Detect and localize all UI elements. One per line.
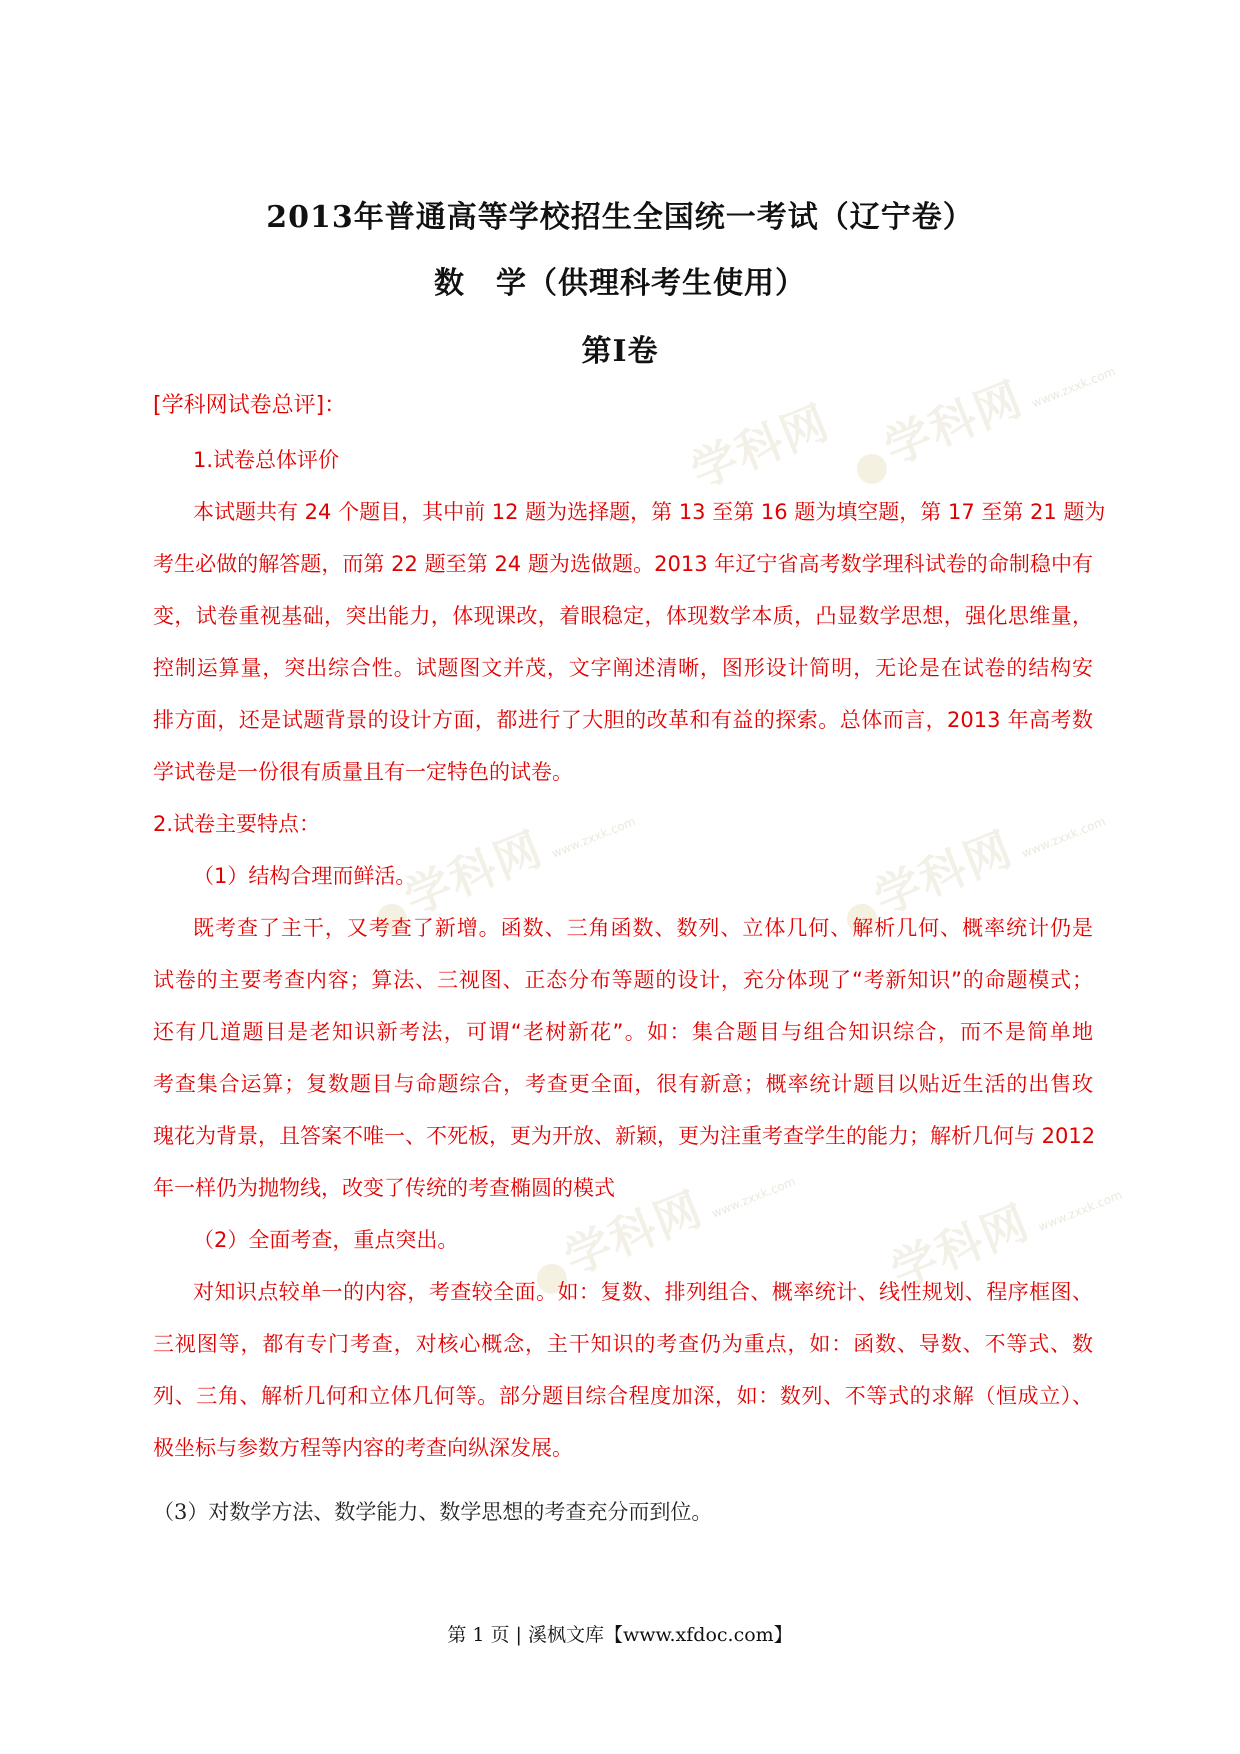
watermark: 学科网www.zxxk.com xyxy=(520,1136,802,1301)
paragraph-line: 对知识点较单一的内容，考查较全面。如：复数、排列组合、概率统计、线性规划、程序框图、 xyxy=(193,1280,1093,1304)
exam-subtitle: 数 学（供理科考生使用） xyxy=(434,266,806,301)
volume-title: 第Ⅰ卷 xyxy=(581,334,659,369)
paragraph-line: 考查集合运算；复数题目与命题综合，考查更全面，很有新意；概率统计题目以贴近生活的出售玫 xyxy=(153,1072,1093,1096)
point-heading-2: （2）全面考查，重点突出。 xyxy=(193,1228,459,1252)
watermark: 学科网 xyxy=(683,394,838,499)
paragraph-line: 瑰花为背景，且答案不唯一、不死板，更为开放、新颖，更为注重考查学生的能力；解析几何与 2012 xyxy=(153,1124,1096,1148)
watermark: 学科网www.zxxk.com xyxy=(360,776,642,941)
watermark: 学科网www.zxxk.com xyxy=(840,326,1122,491)
paragraph-line: 考生必做的解答题，而第 22 题至第 24 题为选做题。2013 年辽宁省高考数学理科试卷的命制稳中有 xyxy=(153,552,1093,576)
paragraph-line: 还有几道题目是老知识新考法，可谓“老树新花”。如：集合题目与组合知识综合，而不是简单地 xyxy=(153,1020,1093,1044)
paragraph-line: 三视图等，都有专门考查，对核心概念，主干知识的考查仍为重点，如：函数、导数、不等式、数 xyxy=(153,1332,1093,1356)
watermark: 学科网www.zxxk.com xyxy=(830,776,1112,941)
paragraph-line: 试卷的主要考查内容；算法、三视图、正态分布等题的设计，充分体现了“考新知识”的命题模式； xyxy=(153,968,1093,992)
section-heading-2: 2.试卷主要特点： xyxy=(153,812,321,836)
section-heading-1: 1.试卷总体评价 xyxy=(193,448,340,472)
exam-title: 2013年普通高等学校招生全国统一考试（辽宁卷） xyxy=(266,200,974,235)
paragraph-line: 既考查了主干，又考查了新增。函数、三角函数、数列、立体几何、解析几何、概率统计仍是 xyxy=(193,916,1093,940)
review-heading: [学科网试卷总评]： xyxy=(153,393,347,418)
paragraph-line: 变，试卷重视基础，突出能力，体现课改，着眼稳定，体现数学本质，凸显数学思想，强化思维量， xyxy=(153,604,1093,628)
paragraph-line: 列、三角、解析几何和立体几何等。部分题目综合程度加深，如：数列、不等式的求解（恒成立）、 xyxy=(153,1384,1093,1408)
watermark-logo-icon xyxy=(852,449,891,488)
watermark: 学科网www.zxxk.com xyxy=(883,1187,1125,1299)
point-heading-3: （3）对数学方法、数学能力、数学思想的考查充分而到位。 xyxy=(153,1500,713,1524)
paragraph-line: 学试卷是一份很有质量且有一定特色的试卷。 xyxy=(153,760,573,784)
paragraph-line: 排方面，还是试题背景的设计方面，都进行了大胆的改革和有益的探索。总体而言，2013 年高考数 xyxy=(153,708,1093,732)
page-footer: 第 1 页 | 溪枫文库【www.xfdoc.com】 xyxy=(447,1624,793,1646)
paragraph-line: 年一样仍为抛物线，改变了传统的考查椭圆的模式 xyxy=(153,1176,615,1200)
paragraph-line: 本试题共有 24 个题目，其中前 12 题为选择题，第 13 至第 16 题为填空题，第 17 至第 21 题为 xyxy=(193,500,1106,524)
point-heading-1: （1）结构合理而鲜活。 xyxy=(193,864,417,888)
paragraph-line: 控制运算量，突出综合性。试题图文并茂，文字阐述清晰，图形设计简明，无论是在试卷的结构安 xyxy=(153,656,1093,680)
paragraph-line: 极坐标与参数方程等内容的考查向纵深发展。 xyxy=(153,1436,573,1460)
